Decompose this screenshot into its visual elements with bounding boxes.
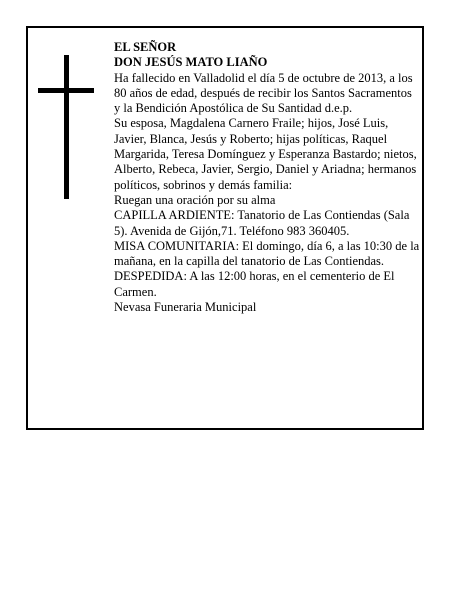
cross-horizontal-bar xyxy=(38,88,94,93)
prayer-request: Ruegan una oración por su alma xyxy=(114,192,276,207)
chapel-info: CAPILLA ARDIENTE: Tanatorio de Las Contiendas (Sala 5). Avenida de Gijón,71. Teléfono 983 360405. xyxy=(114,208,410,238)
farewell-info: DESPEDIDA: A las 12:00 horas, en el cementerio de El Carmen. xyxy=(114,269,395,299)
cross-vertical-bar xyxy=(64,55,69,199)
notice-text xyxy=(114,40,420,315)
funeral-home: Nevasa Funeraria Municipal xyxy=(114,300,257,315)
cross-icon xyxy=(38,55,94,199)
notice-title-line1: EL SEÑOR xyxy=(114,40,177,54)
notice-title-name: DON JESÚS MATO LIAÑO xyxy=(114,55,268,70)
death-announcement: Ha fallecido en Valladolid el día 5 de octubre de 2013, a los 80 años de edad, después de recibir los Santos Sacramentos y la Bendición Apostólica de Su Santidad d.e.p. xyxy=(114,70,413,116)
obituary-notice xyxy=(26,26,424,430)
family-list: Su esposa, Magdalena Carnero Fraile; hijos, José Luis, Javier, Blanca, Jesús y Roberto; hijas políticas, Raquel Margarida, Teresa Domínguez y Esperanza Bastardo; nietos, Alberto, Rebeca, Javier, Sergio, Daniel y Ariadna; hermanos políticos, sobrinos y demás familia: xyxy=(114,116,417,192)
mass-info: MISA COMUNITARIA: El domingo, día 6, a las 10:30 de la mañana, en la capilla del tanatorio de Las Contiendas. xyxy=(114,238,420,269)
